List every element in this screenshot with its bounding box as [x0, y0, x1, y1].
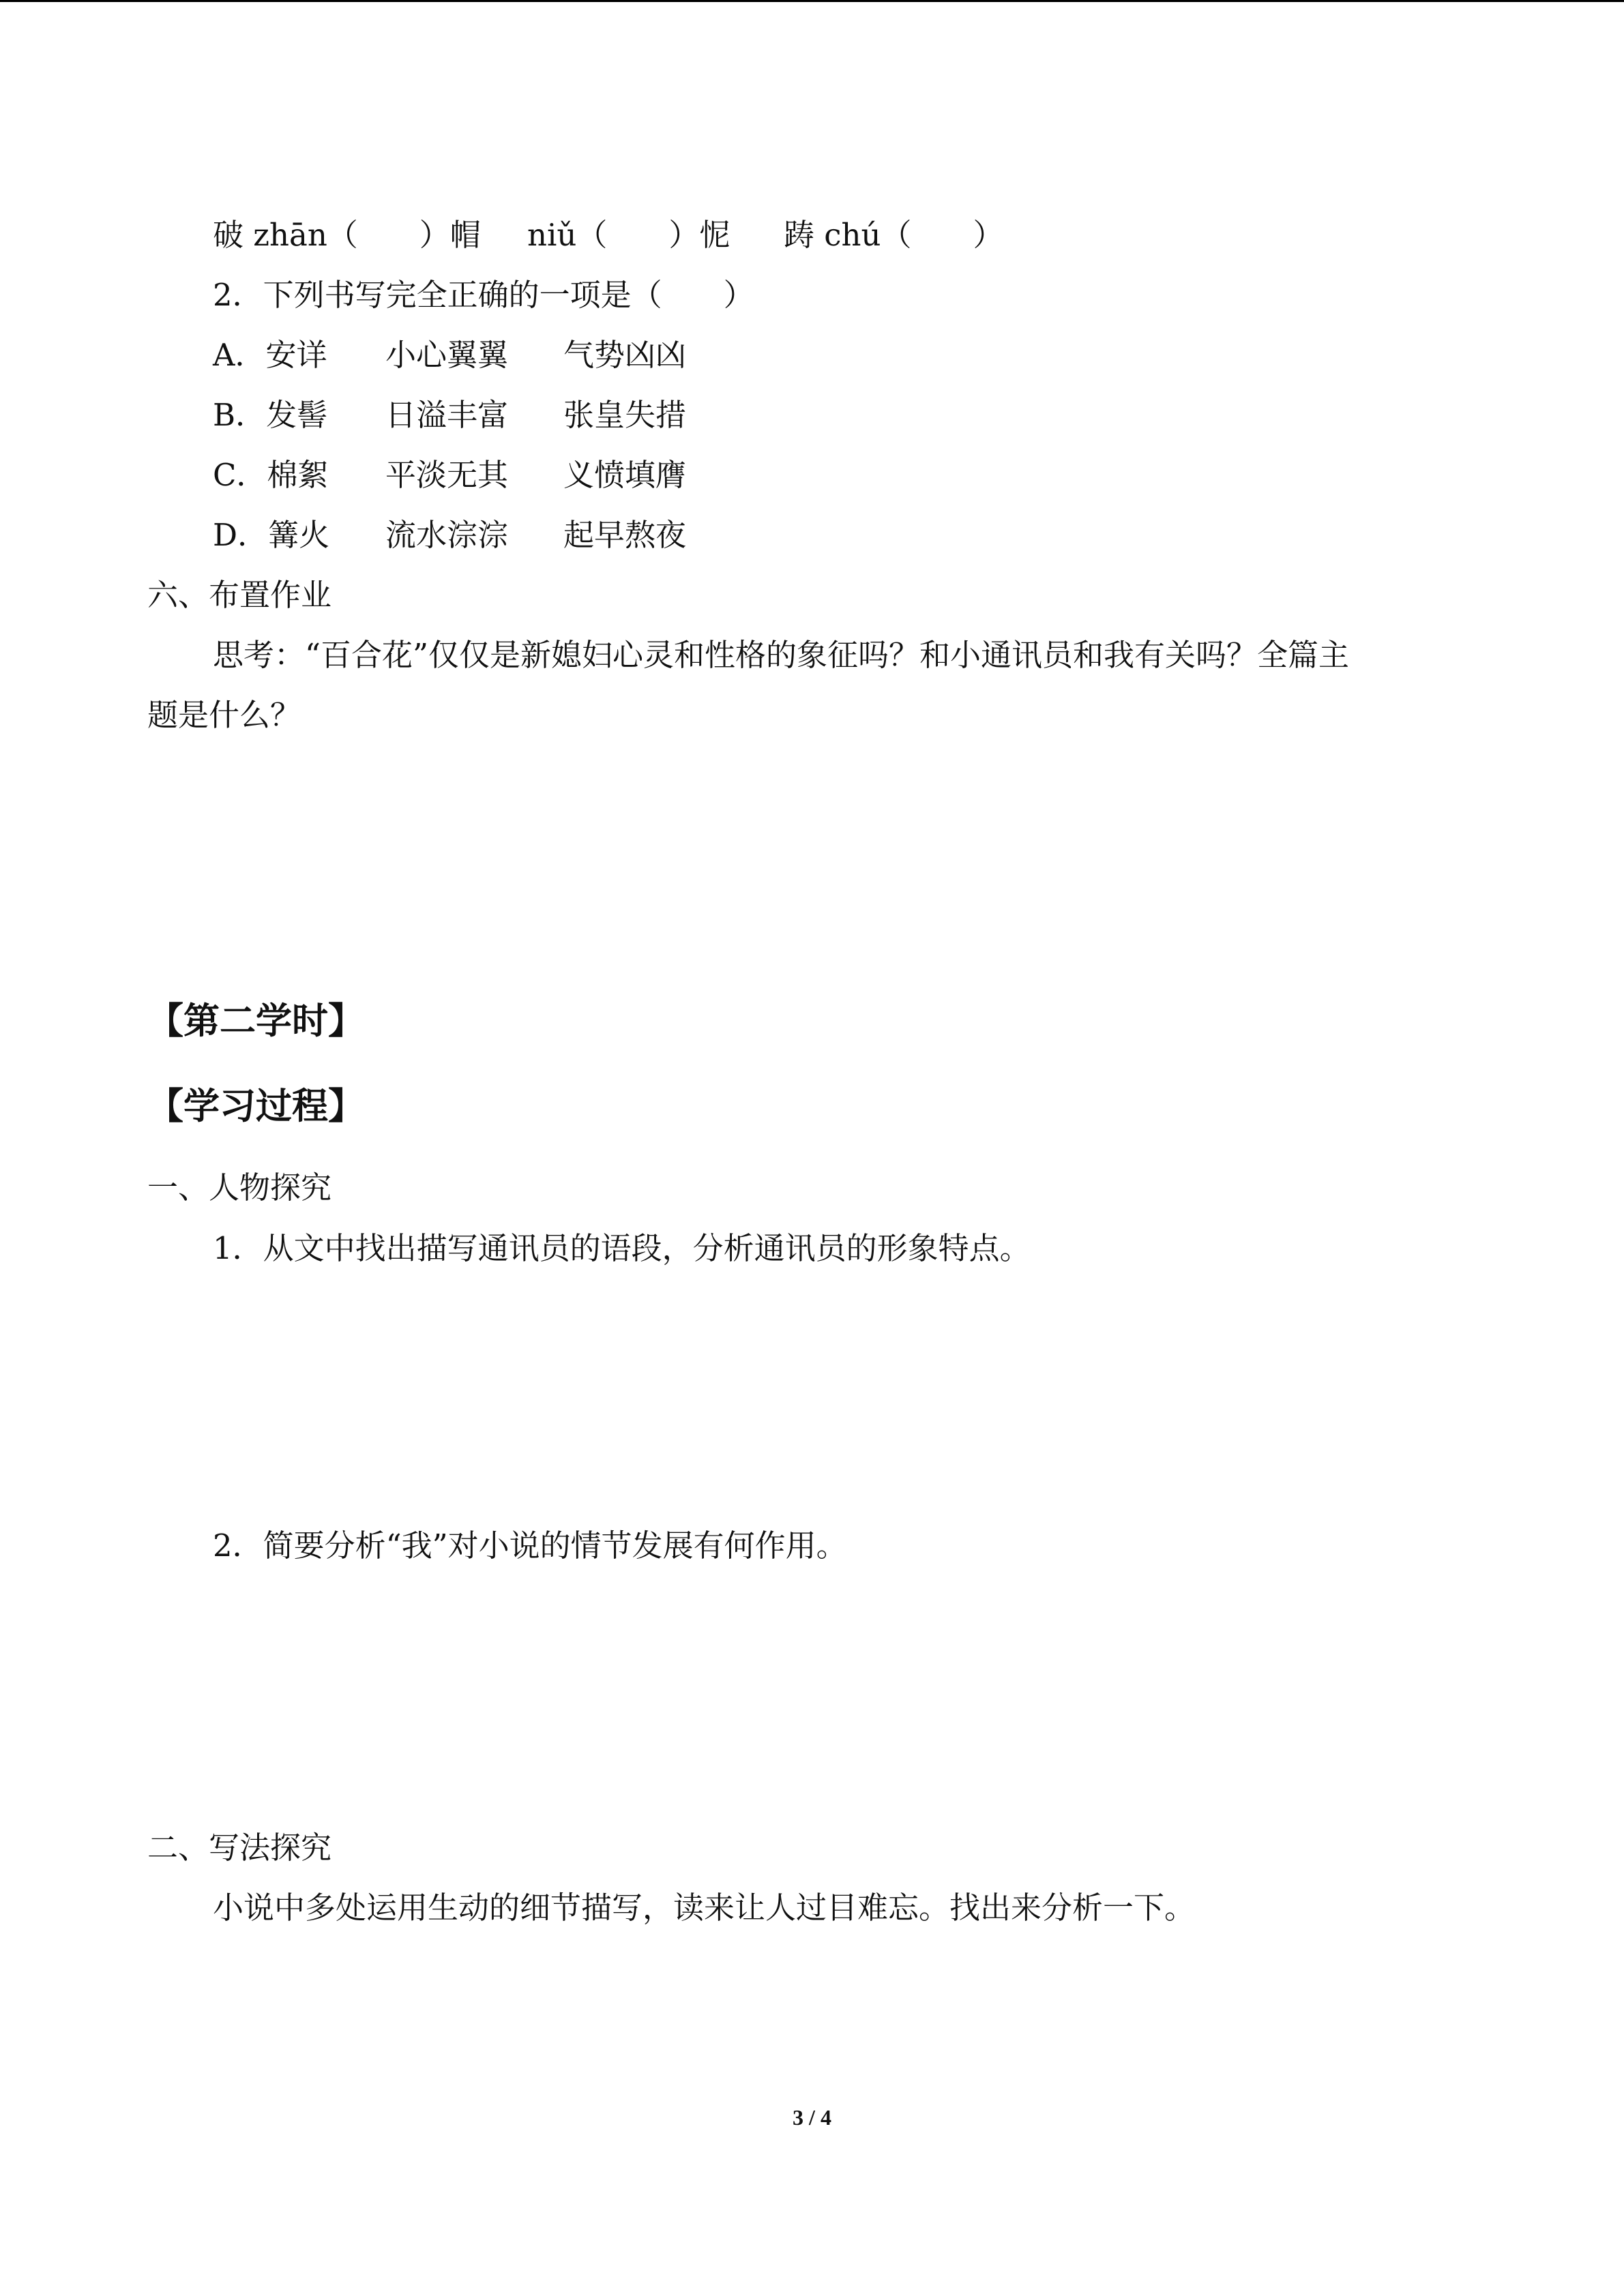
option-a-word3: 气势凶凶 [563, 337, 687, 373]
pinyin-item-2: niǔ（ ）怩 [527, 217, 730, 253]
part-2-text: 小说中多处运用生动的细节描写，读来让人过目难忘。找出来分析一下。 [213, 1890, 1196, 1926]
part-1-question-1: 1．从文中找出描写通讯员的语段，分析通讯员的形象特点。 [213, 1230, 1031, 1266]
section-6-paragraph-line-2: 题是什么？ [147, 697, 301, 733]
option-a-label: A．安详 [213, 337, 327, 373]
part-1-question-2: 2．简要分析“我”对小说的情节发展有何作用。 [213, 1527, 847, 1564]
option-a-word2: 小心翼翼 [385, 337, 509, 373]
option-c-word3: 义愤填膺 [563, 457, 687, 493]
pinyin-item-3: 踌 chú（ ） [784, 217, 1004, 253]
section-6-paragraph-line-1: 思考：“百合花”仅仅是新媳妇心灵和性格的象征吗？和小通讯员和我有关吗？全篇主 [213, 637, 1350, 673]
option-b-word2: 日溢丰富 [385, 397, 509, 433]
option-d-word2: 流水淙淙 [385, 517, 509, 553]
pinyin-item-1: 破 zhān（ ）帽 [213, 217, 481, 253]
pinyin-item-2-wrap [527, 215, 730, 256]
option-b-label: B．发髻 [213, 397, 328, 433]
pinyin-row [213, 215, 481, 256]
option-b-word3: 张皇失措 [563, 397, 687, 433]
question-2-stem: 2．下列书写完全正确的一项是（ ） [213, 277, 754, 313]
option-d-word3: 起早熬夜 [563, 517, 687, 553]
page-number: 3 / 4 [793, 2105, 831, 2130]
part-2-title: 二、写法探究 [147, 1830, 332, 1866]
part-1-title: 一、人物探究 [147, 1169, 332, 1206]
option-d-label: D．篝火 [213, 517, 330, 553]
pinyin-item-3-wrap [784, 215, 1003, 256]
option-c-label: C．棉絮 [213, 457, 329, 493]
option-c-word2: 平淡无其 [385, 457, 509, 493]
section-6-title: 六、布置作业 [147, 577, 332, 613]
lesson-2-heading: 【第二学时】 [147, 1000, 364, 1042]
page-top-border [0, 0, 1624, 2]
learning-process-heading: 【学习过程】 [147, 1085, 364, 1127]
